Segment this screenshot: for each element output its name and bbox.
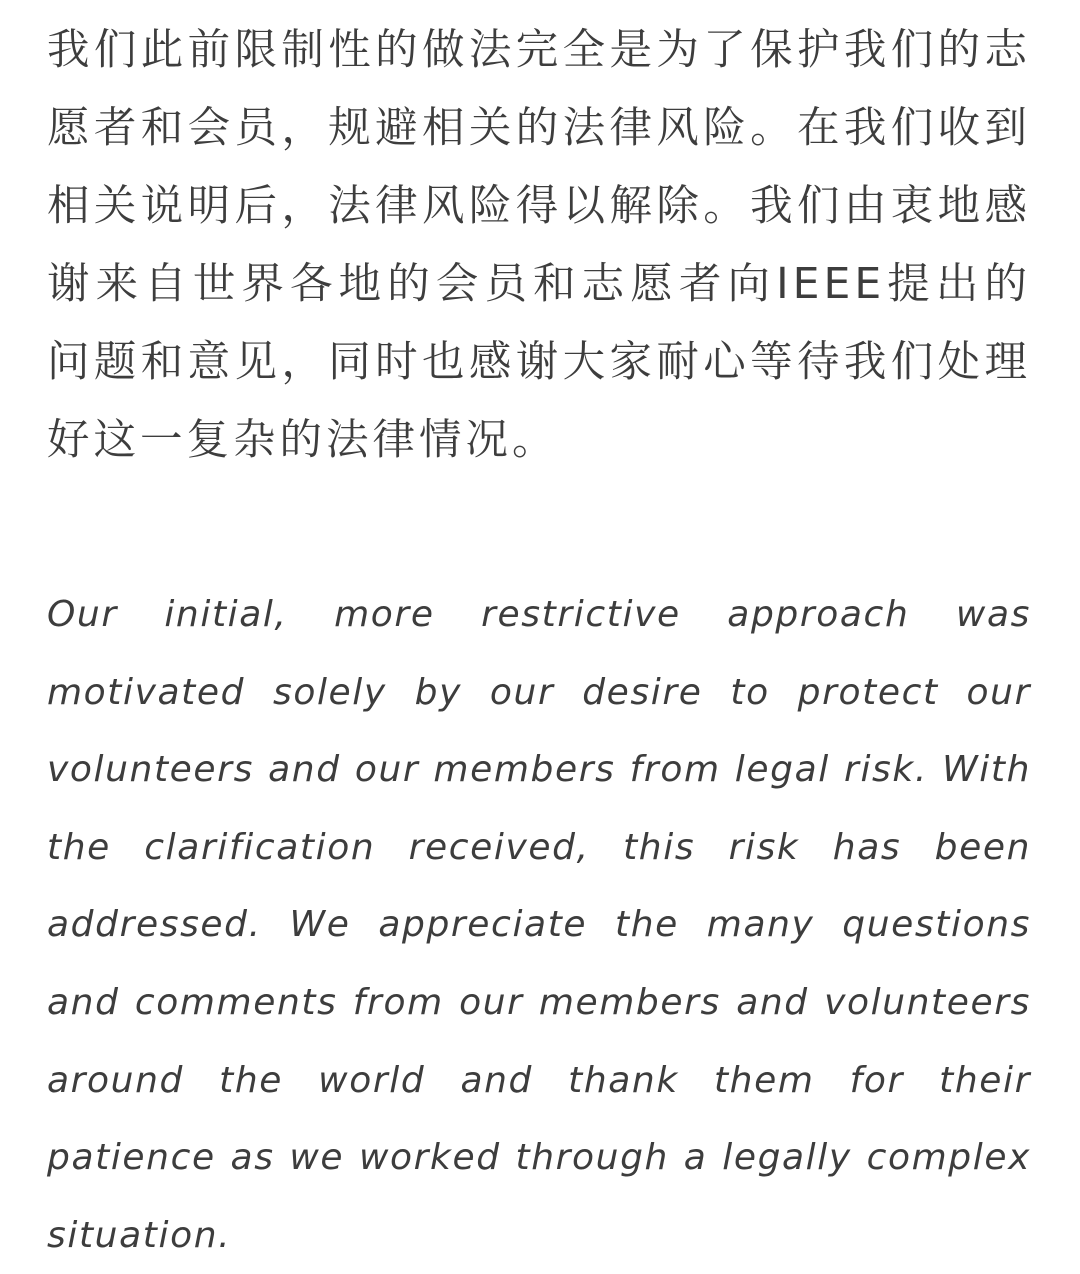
chinese-paragraph: 我们此前限制性的做法完全是为了保护我们的志愿者和会员，规避相关的法律风险。在我们收到相关说明后，法律风险得以解除。我们由衷地感谢来自世界各地的会员和志愿者向IEEE提出的问题和意见，同时也感谢大家耐心等待我们处理好这一复杂的法律情况。 — [47, 26, 1031, 465]
article-body — [47, 12, 1031, 1274]
english-paragraph: Our initial, more restrictive approach was motivated solely by our desire to protect our volunteers and our members from legal risk. With the clarification received, this risk has been addressed. We appreciate the many questions and comments from our members and volunteers around the world and thank them for their patience as we worked through a legally complex situation. — [47, 594, 1031, 1256]
